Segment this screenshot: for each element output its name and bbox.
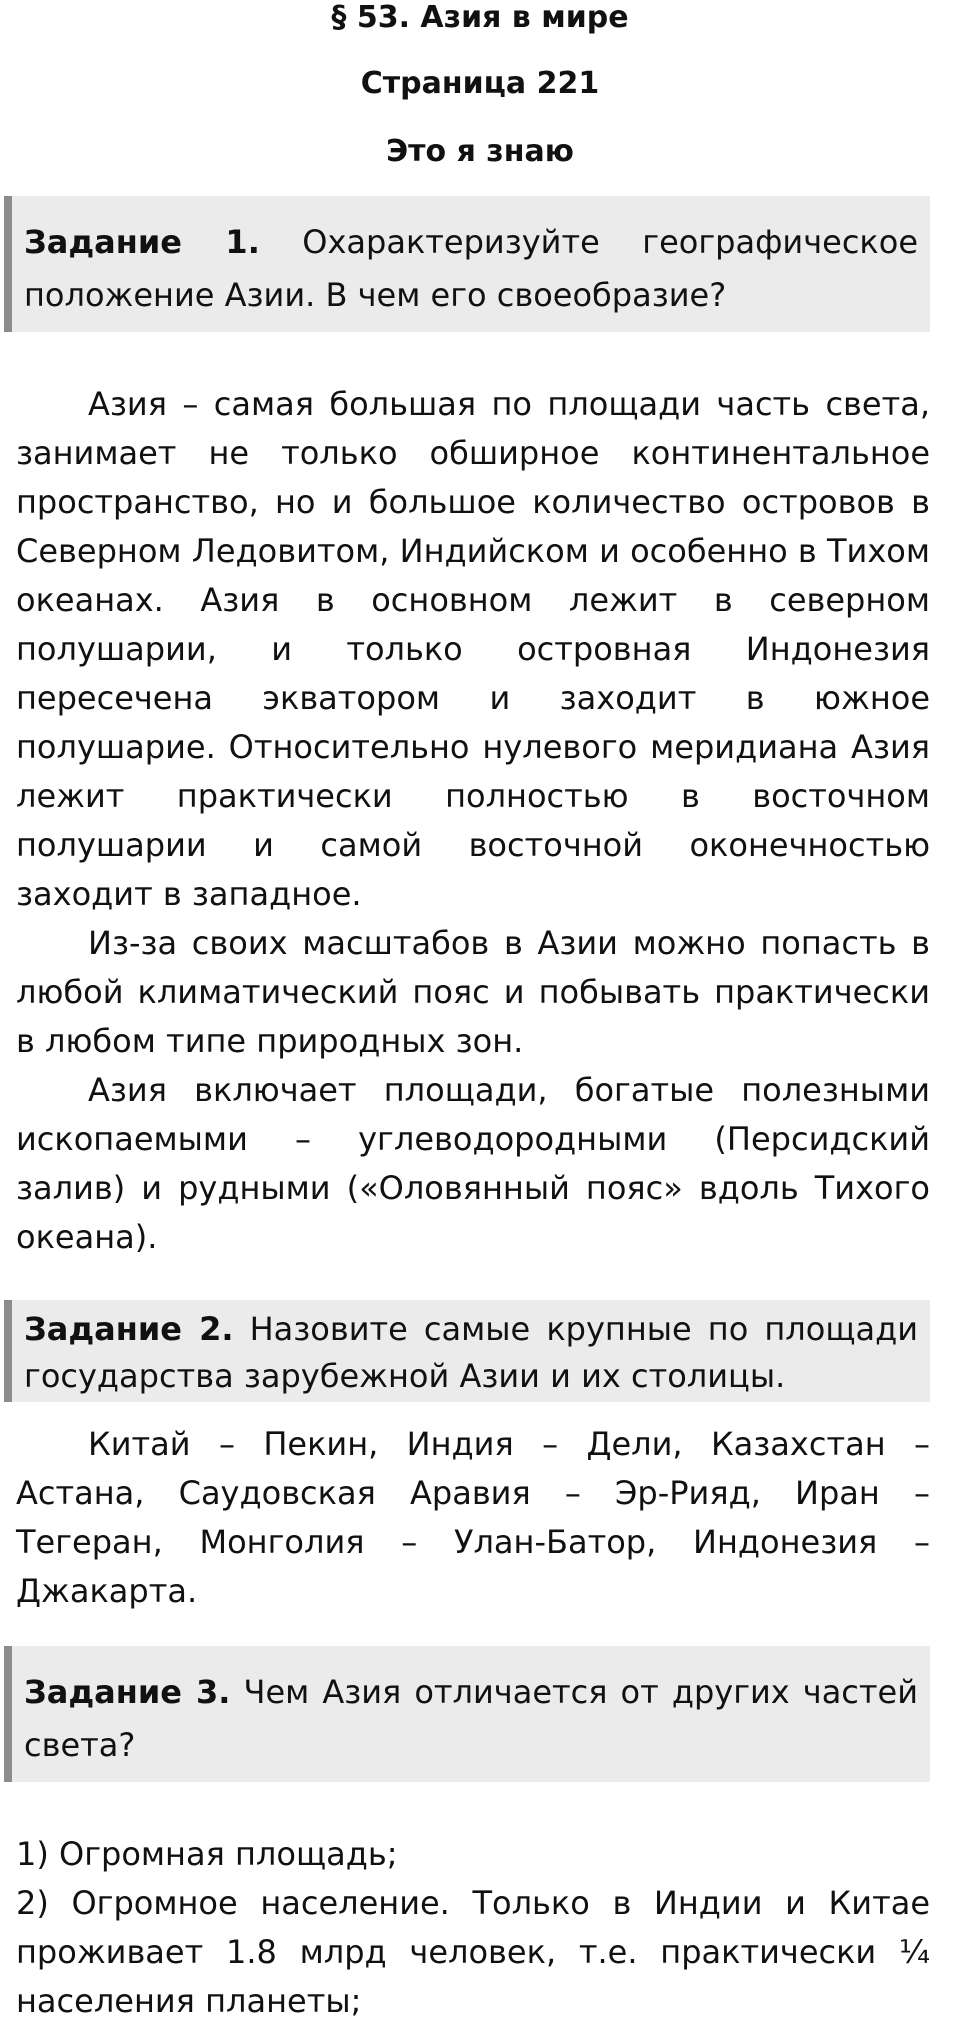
subtitle: Это я знаю [386, 134, 574, 169]
task-1-box [4, 196, 930, 332]
task-2-question: Назовите самые крупные по площади государства зарубежной Азии и их столицы. [24, 1310, 918, 1395]
task-2-text [24, 1306, 918, 1400]
task-3-text [24, 1666, 918, 1772]
section-title: § 53. Азия в мире [331, 0, 629, 35]
task-1-answer-paragraph-3: Азия включает площади, богатые полезными ископаемыми – углеводородными (Персидский залив) и рудными («Оловянный пояс» вдоль Тихого океана). [16, 1071, 930, 1256]
task-1-text [24, 216, 918, 322]
task-3-answer-item-1: 1) Огромная площадь; [16, 1835, 398, 1873]
task-2-label: Задание 2. [24, 1310, 234, 1348]
task-3-box [4, 1646, 930, 1782]
task-3-question: Чем Азия отличается от других частей света? [24, 1673, 919, 1764]
task-1-label: Задание 1. [24, 223, 260, 261]
task-2-box [4, 1300, 930, 1402]
task-1-answer-paragraph-1: Азия – самая большая по площади часть света, занимает не только обширное континентальное пространство, но и большое количество островов в Северном Ледовитом, Индийском и особенно в Тихом океанах. Азия в основном лежит в северном полушарии, и только островная Индонезия пересечена экватором и заходит в южное полушарие. Относительно нулевого меридиана Азия лежит практически полностью в восточном полушарии и самой восточной оконечностью заходит в западное. [16, 385, 930, 913]
page-label: Страница 221 [360, 66, 600, 101]
task-3-label: Задание 3. [24, 1673, 231, 1711]
task-3-answer-item-2: 2) Огромное население. Только в Индии и Китае проживает 1.8 млрд человек, т.е. практически ¼ населения планеты; [16, 1884, 930, 2020]
task-2-answer: Китай – Пекин, Индия – Дели, Казахстан – Астана, Саудовская Аравия – Эр-Рияд, Иран – Тегеран, Монголия – Улан-Батор, Индонезия – Джакарта. [16, 1425, 930, 1610]
task-1-question: Охарактеризуйте географическое положение Азии. В чем его своеобразие? [24, 223, 918, 314]
task-1-answer-paragraph-2: Из-за своих масштабов в Азии можно попасть в любой климатический пояс и побывать практически в любом типе природных зон. [16, 924, 930, 1060]
